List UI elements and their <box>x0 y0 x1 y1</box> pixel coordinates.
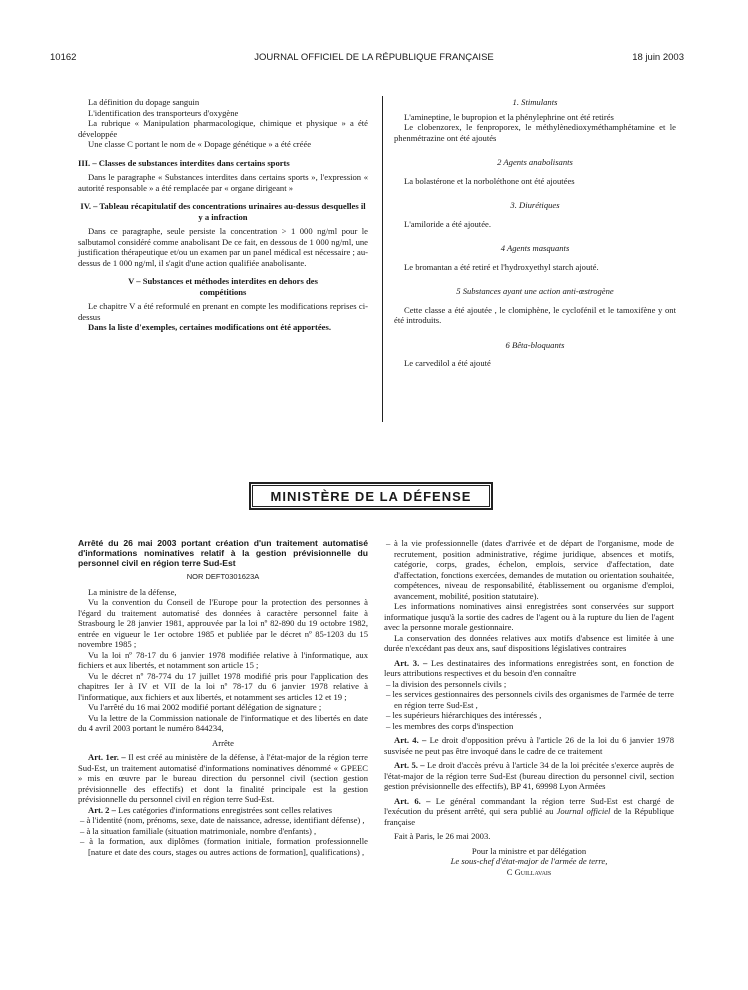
article-label: Art. 6. – <box>394 795 431 806</box>
section-title-iv: IV. – Tableau récapitulatif des concentrations urinaires au-dessus desquelles il y a infraction <box>80 201 366 222</box>
list-item: – les membres des corps d'inspection <box>386 720 514 731</box>
visa: Vu la lettre de la Commission nationale de l'informatique et des libertés en date du 4 avril 2003 portant le numéro 844234, <box>78 712 368 733</box>
paragraph: La ministre de la défense, <box>88 586 177 597</box>
class-title-1: 1. Stimulants <box>512 97 558 107</box>
article-text: Les catégories d'informations enregistrées sont celles relatives <box>118 804 333 815</box>
class-title-5: 5 Substances ayant une action anti-œstrogène <box>456 286 614 296</box>
article-label: Art. 2 – <box>88 804 116 815</box>
class-title-2: 2 Agents anabolisants <box>497 157 573 167</box>
paragraph: La bolastérone et la norboléthone ont été ajoutées <box>404 175 575 186</box>
arrete-title: Arrêté du 26 mai 2003 portant création d'un traitement automatisé d'informations nominatives relatif à la gestion prévisionnelle du personnel civil en région terre Sud-Est <box>78 538 368 568</box>
list-item: – les supérieurs hiérarchiques des intéressés , <box>386 710 542 720</box>
top-left-column <box>78 97 368 333</box>
visa: Vu la convention du Conseil de l'Europe pour la protection des personnes à l'égard du traitement automatisé des données à caractère personnel faite à Strasbourg le 28 janvier 1981, approuvée par la loi nº 82-890 du 19 octobre 1982, entrée en vigueur le 1er octobre 1985 et publiée par le décret nº 85-1203 du 15 novembre 1985 ; <box>78 597 368 649</box>
paragraph-bold: Dans la liste d'exemples, certaines modifications ont été apportées. <box>88 322 331 332</box>
paragraph: La définition du dopage sanguin <box>88 97 200 107</box>
arrete-right-column <box>384 538 674 877</box>
paragraph: Le chapitre V a été reformulé en prenant en compte les modifications reprises ci-dessus <box>78 301 368 322</box>
paragraph: Dans ce paragraphe, seule persiste la concentration > 1 000 ng/ml pour le salbutamol considéré comme anabolisant De ce fait, en dessous de 1 000 ng/ml, une justification thérapeutique et/ou un examen par un panel médical est nécessaire ; au-dessus de 1 000 ng/ml, il s'agit d'une action qualifiée anabolisante. <box>78 226 368 268</box>
list-item: – à la situation familiale (situation matrimoniale, nombre d'enfants) , <box>80 825 317 836</box>
journal-title: JOURNAL OFFICIEL DE LA RÉPUBLIQUE FRANÇAISE <box>254 52 494 63</box>
signature-line: Pour la ministre et par délégation <box>471 845 587 856</box>
paragraph: Le bromantan a été retiré et l'hydroxyethyl starch ajouté. <box>404 261 599 272</box>
page-number: 10162 <box>50 52 77 63</box>
list-item: – les services gestionnaires des personnels civils des organismes de l'armée de terre en région terre Sud-Est , <box>386 689 674 710</box>
article-label: Art. 1er. – <box>88 752 126 762</box>
journal-reference: Journal officiel <box>556 806 611 816</box>
class-title-6: 6 Bêta-bloquants <box>505 339 565 350</box>
paragraph: Dans le paragraphe « Substances interdites dans certains sports », l'expression « autorité responsable » a été remplacée par « organe dirigeant » <box>78 172 368 193</box>
list-item: – à la vie professionnelle (dates d'arrivée et de départ de l'organisme, mode de recrutement, position administrative, régime juridique, absences et motifs, catégorie, corps, grades, échelon, emplois, service d'affectation, date d'affectation, fonctions exercées, demandes de mutation ou orientation souhaitée, compétences, niveau de responsabilité, établissement ou organisme d'emploi, avancement, mobilité, position statutaire). <box>386 538 674 601</box>
class-title-3: 3. Diurétiques <box>510 200 560 210</box>
article-text: Les destinataires des informations enregistrées sont, en fonction de leurs attributions respectives et du besoin d'en connaître <box>384 657 674 678</box>
article-4 <box>384 735 674 756</box>
visa: Vu la loi nº 78-17 du 6 janvier 1978 modifiée relative à l'informatique, aux fichiers et aux libertés, et notamment son article 15 ; <box>78 649 368 670</box>
issue-date: 18 juin 2003 <box>632 52 684 63</box>
visa: Vu l'arrêté du 16 mai 2002 modifié portant délégation de signature ; <box>88 702 322 712</box>
column-divider <box>382 96 383 422</box>
article-text: Le général commandant la région terre Sud-Est est chargé de l'exécution du présent arrêté, qui sera publié au <box>384 795 674 816</box>
paragraph: Cette classe a été ajoutée , le clomiphène, le cyclofénil et le tamoxifène y ont été introduits. <box>394 304 676 325</box>
ministry-heading-text: MINISTÈRE DE LA DÉFENSE <box>270 488 472 504</box>
article-6 <box>384 796 674 828</box>
page-header <box>0 0 748 70</box>
ministry-heading <box>249 482 493 510</box>
list-item: – la division des personnels civils ; <box>386 678 507 689</box>
arrete-left-column <box>78 538 368 857</box>
article-1 <box>78 752 368 805</box>
paragraph: Une classe C portant le nom de « Dopage génétique » a été créée <box>88 139 312 149</box>
article-text: Le droit d'opposition prévu à l'article 26 de la loi du 6 janvier 1978 susvisée ne peut pas être invoqué dans le cadre de ce traitement <box>384 735 675 756</box>
arrete-word: Arrête <box>212 737 234 748</box>
article-label: Art. 4. – <box>394 735 427 745</box>
article-5 <box>384 760 674 792</box>
article-text: Il est créé au ministère de la défense, à l'état-major de la région terre Sud-Est, un traitement automatisé d'informations nominatives dénommé « GPEEC » mis en œuvre par le bureau direction du personnel civil (section gestion prévisionnelle des effectifs) et dont la finalité principale est la gestion prévisionnelle du personnel civil en région terre Sud-Est. <box>78 752 368 804</box>
section-title-iii: III. – Classes de substances interdites dans certains sports <box>78 157 290 168</box>
list-item: – à la formation, aux diplômes (formation initiale, formation professionnelle [nature et date des cours, stages ou autres actions de formation], qualifications) , <box>80 836 368 857</box>
class-title-4: 4 Agents masquants <box>500 243 570 253</box>
paragraph: Le carvedilol a été ajouté <box>404 358 491 368</box>
signatory-name: C Guillavais <box>506 866 552 877</box>
top-right-column <box>394 97 676 369</box>
article-3 <box>384 658 674 679</box>
article-label: Art. 5. – <box>394 760 425 770</box>
paragraph: L'amineptine, le bupropion et la phénylephrine ont été retirés <box>404 111 614 122</box>
section-title-v: V – Substances et méthodes interdites en dehors des compétitions <box>128 276 318 297</box>
paragraph: L'amiloride a été ajoutée. <box>404 218 491 229</box>
paragraph: L'identification des transporteurs d'oxygène <box>88 107 239 118</box>
article-text: Le droit d'accès prévu à l'article 34 de la loi précitée s'exerce auprès de l'état-major de la région terre Sud-Est (bureau direction du personnel civil, section gestion prévisionnelle des effectifs), BP 41, 69998 Lyon Armées <box>384 760 674 791</box>
paragraph: La conservation des données relatives aux motifs d'absence est limitée à une durée n'excédant pas deux ans, sauf dispositions législatives contraires <box>384 632 674 653</box>
list-item: – à l'identité (nom, prénoms, sexe, date de naissance, adresse, identifiant défense) , <box>80 815 365 825</box>
paragraph: Les informations nominatives ainsi enregistrées sont conservées sur support informatique jusqu'à la sortie des cadres de l'agent ou à la rupture du lien de l'agent avec la personne morale gestionnaire. <box>384 601 674 632</box>
nor-reference: NOR DEFT0301623A <box>186 572 260 581</box>
visa: Vu le décret nº 78-774 du 17 juillet 1978 modifié pris pour l'application des chapitres Ier à IV et VII de la loi nº 78-17 du 6 janvier 1978 relative à l'informatique, aux fichiers et aux libertés, et notamment ses articles 12 et 19 ; <box>78 670 368 702</box>
fait-a-paris: Fait à Paris, le 26 mai 2003. <box>394 831 491 841</box>
paragraph: La rubrique « Manipulation pharmacologique, chimique et physique » a été développée <box>78 118 368 139</box>
article-2 <box>78 805 368 816</box>
signature-title: Le sous-chef d'état-major de l'armée de terre, <box>450 856 608 866</box>
paragraph: Le clobenzorex, le fenproporex, le méthylènedioxyméthamphétamine et le phenmétrazine ont été ajoutés <box>394 122 676 143</box>
article-text: de la République française <box>384 806 674 827</box>
article-label: Art. 3. – <box>394 657 428 668</box>
